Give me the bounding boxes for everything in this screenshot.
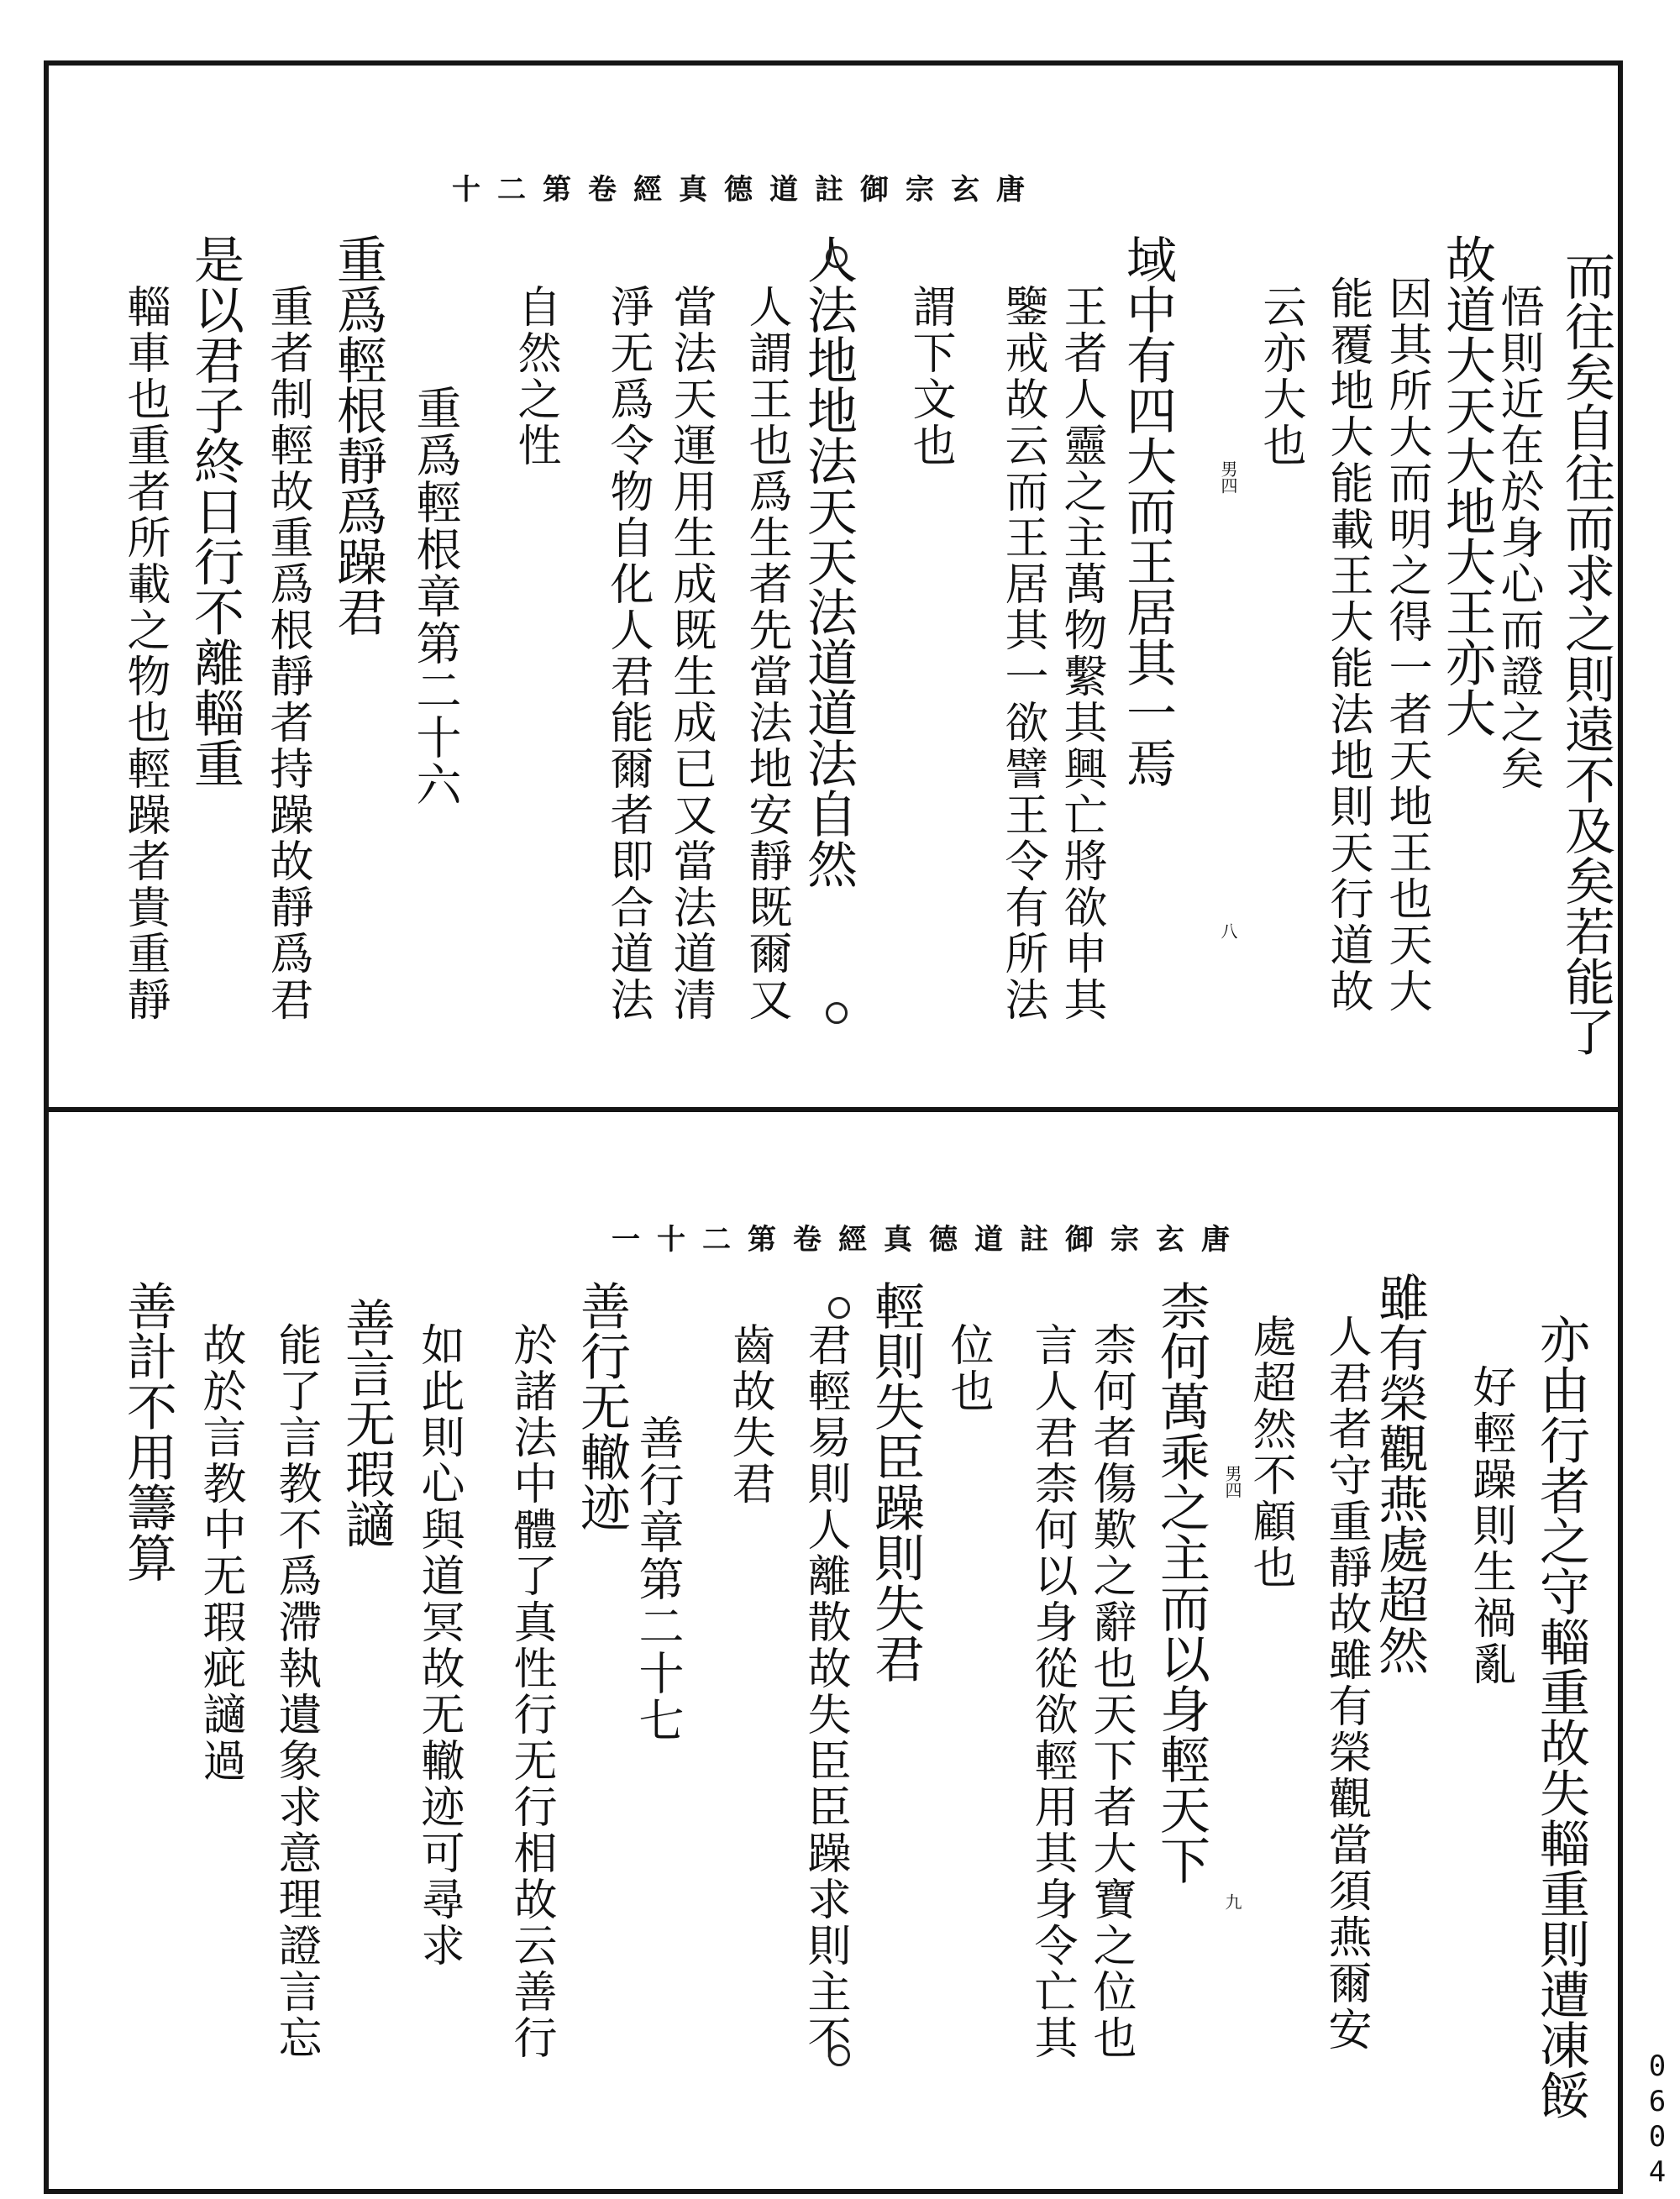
text-column: 鑒戒故云而王居其一欲譬王令有所法 [997, 284, 1047, 1023]
text-column: 柰何者傷歎之辭也天下者大寶之位也 [1085, 1322, 1136, 2061]
text-column: 善計不用籌算 [118, 1280, 177, 1582]
text-column: 柰何萬乘之主而以身輕天下 [1152, 1280, 1210, 1885]
text-column: 域中有四大而王居其一焉 [1118, 234, 1177, 788]
text-column: 當法天運用生成既生成已又當法道清 [665, 284, 716, 1023]
text-column: 重爲輕根靜爲躁君 [328, 234, 387, 637]
circle-mark [828, 2044, 850, 2066]
text-column: 輕則失臣躁則失君 [866, 1280, 925, 1683]
text-column: 故於言教中无瑕疵讁過 [195, 1322, 245, 1784]
bottom-panel [49, 1112, 1618, 2189]
text-column: 言人君柰何以身從欲輕用其身令亡其 [1026, 1322, 1077, 2061]
chapter-title: 善行章第二十七 [632, 1414, 685, 1744]
folio-mark: 男四 [1222, 1465, 1242, 1498]
text-column: 輜車也重者所載之物也輕躁者貴重靜 [119, 284, 170, 1023]
text-column: 能覆地大能載王大能法地則天行道故 [1322, 276, 1373, 1015]
top-panel [49, 66, 1618, 1107]
text-column: 善行无轍迹 [572, 1280, 631, 1532]
text-column: 亦由行者之守輜重故失輜重則遭凍餒 [1531, 1314, 1590, 2120]
text-column: 因其所大而明之得一者天地王也天大 [1381, 276, 1431, 1015]
text-column: 而往矣自往而求之則遠不及矣若能了 [1557, 250, 1615, 1057]
text-column: 雖有榮觀燕處超然 [1370, 1272, 1429, 1675]
bottom-running-header: 唐玄宗御註道德真經卷第二十一 [612, 1223, 1247, 1257]
circle-mark [826, 246, 848, 268]
text-column: 於諸法中體了真性行无行相故云善行 [506, 1322, 556, 2061]
text-column: 云亦大也 [1255, 284, 1305, 469]
text-column: 能了言教不爲滯執遺象求意理證言忘 [270, 1322, 321, 2061]
page-number: 0604 [1641, 2049, 1674, 2191]
text-column: 君輕易則人離散故失臣臣躁求則主不 [800, 1322, 850, 2061]
folio-mark: 九 [1222, 1893, 1242, 1910]
text-column: 謂下文也 [905, 284, 955, 469]
circle-mark [826, 1002, 848, 1024]
text-column: 自然之性 [510, 284, 560, 469]
folio-mark: 八 [1218, 922, 1238, 939]
text-column: 處超然不顧也 [1245, 1314, 1295, 1591]
text-column: 人法地地法天天法道道法自然 [799, 234, 858, 889]
text-column: 重者制輕故重爲根靜者持躁故靜爲君 [262, 284, 312, 1023]
text-column: 善言无瑕讁 [337, 1297, 396, 1549]
text-column: 好輕躁則生禍亂 [1465, 1364, 1515, 1687]
text-column: 淨无爲令物自化人君能爾者即合道法 [602, 284, 653, 1023]
text-column: 人君者守重靜故雖有榮觀當須燕爾安 [1320, 1314, 1371, 2053]
circle-mark [828, 1297, 850, 1319]
text-column: 人謂王也爲生者先當法地安靜既爾又 [741, 284, 791, 1023]
text-column: 齒故失君 [724, 1322, 774, 1507]
top-running-header: 唐玄宗御註道德真經卷第二十 [452, 173, 1042, 207]
folio-mark: 男四 [1218, 460, 1238, 494]
text-column: 是以君子終日行不離輜重 [186, 234, 244, 788]
text-column: 故道大天大地大王亦大 [1437, 234, 1496, 737]
text-column: 悟則近在於身心而證之矣 [1493, 284, 1543, 792]
text-column: 位也 [942, 1322, 993, 1414]
text-column: 王者人靈之主萬物繫其興亡將欲申其 [1056, 284, 1106, 1023]
chapter-title: 重爲輕根章第二十六 [409, 385, 462, 808]
text-column: 如此則心與道冥故无轍迹可尋求 [413, 1322, 464, 1969]
